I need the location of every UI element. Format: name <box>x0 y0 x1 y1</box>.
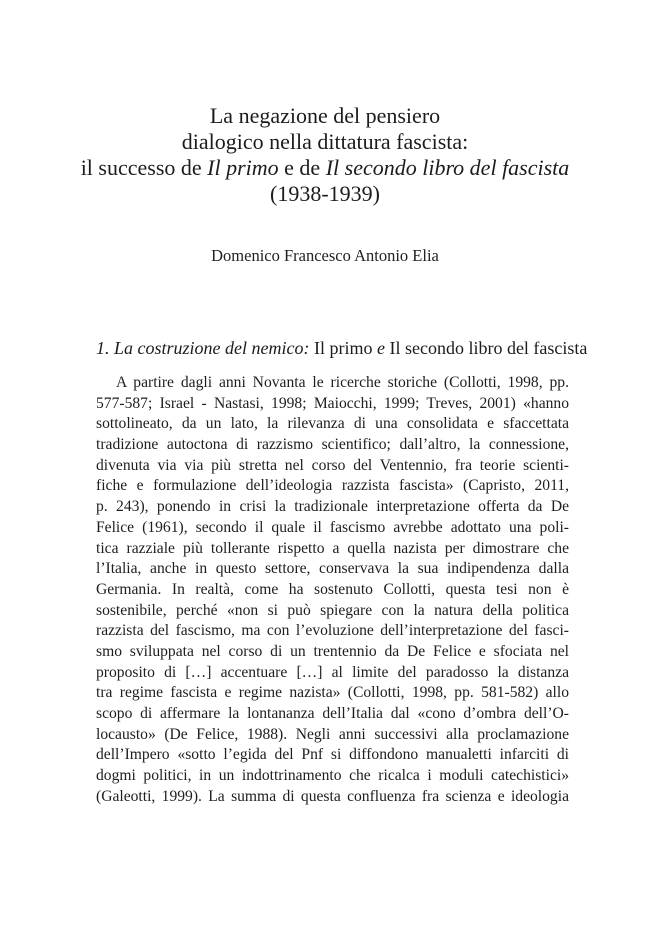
paragraph-line: 577-587; Israel - Nastasi, 1998; Maiocchi, 1999; Treves, 2001) «hanno <box>96 394 569 412</box>
paragraph-line: tica razziale più tollerante rispetto a quella nazista per dimostrare che <box>96 539 569 557</box>
section-heading-italic-e: e <box>376 338 385 358</box>
title-line-2: dialogico nella dittatura fascista: <box>181 129 469 154</box>
section-heading-italic: 1. La costruzione del nemico: <box>96 338 310 358</box>
paragraph-line: dell’Impero «sotto l’egida del Pnf si diffondono manualetti infarciti di <box>96 746 569 764</box>
article-title <box>60 103 590 207</box>
title-line-3-text-a: il successo de <box>80 155 208 180</box>
paragraph-line: smo sviluppata nel corso di un trentennio da De Felice e sfociata nel <box>96 642 569 660</box>
paragraph-line: scopo di affermare la lontananza dell’Italia dal «cono d’ombra dell’O- <box>96 705 569 722</box>
paragraph-line: (Galeotti, 1999). La summa di questa confluenza fra scienza e ideologia <box>96 787 569 805</box>
paragraph-line: l’Italia, anche in questo settore, conservava la sua indipendenza dalla <box>96 560 569 578</box>
title-line-3-text-b: e de <box>278 155 326 180</box>
paragraph-line: p. 243), ponendo in crisi la tradizionale interpretazione offerta da De <box>96 498 569 516</box>
title-line-1: La negazione del pensiero <box>209 103 441 128</box>
paragraph-line: locausto» (De Felice, 1988). Negli anni successivi alla proclamazione <box>96 725 569 743</box>
paragraph-line: divenuta via via più stretta nel corso del Ventennio, fra teorie scienti- <box>96 456 569 474</box>
paragraph-line: sottolineato, da un lato, la rilevanza di una consolidata e sfaccettata <box>96 415 569 433</box>
title-line-3-italic-b: Il secondo libro del fascista <box>325 155 570 180</box>
paragraph-line: sostenibile, perché «non si può spiegare con la natura della politica <box>96 601 569 619</box>
paragraph-line: dogmi politici, in un indottrinamento che ricalca i moduli catechistici» <box>96 767 569 785</box>
title-line-4: (1938-1939) <box>270 181 380 206</box>
author-name: Domenico Francesco Antonio Elia <box>211 246 439 265</box>
title-line-3-italic-a: Il primo <box>207 155 279 180</box>
paragraph-line: tradizione autoctona di razzismo scientifico; dall’altro, la connessione, <box>96 436 569 454</box>
paragraph-line: tra regime fascista e regime nazista» (Collotti, 1998, pp. 581-582) allo <box>96 684 569 702</box>
section-heading <box>96 337 588 359</box>
paragraph-line: proposito di […] accentuare […] al limite del paradosso la distanza <box>96 663 569 681</box>
paragraph-line: Germania. In realtà, come ha sostenuto Collotti, questa tesi non è <box>96 580 569 598</box>
section-heading-text-a: Il primo <box>309 338 377 358</box>
body-paragraph <box>96 373 569 807</box>
title-line-3 <box>60 155 590 181</box>
paragraph-line: A partire dagli anni Novanta le ricerche storiche (Collotti, 1998, pp. <box>116 374 569 391</box>
paragraph-line: Felice (1961), secondo il quale il fascismo avrebbe adottato una poli- <box>96 518 569 536</box>
paragraph-line: razzista del fascismo, ma con l’evoluzione dell’interpretazione del fasci- <box>96 622 569 640</box>
paragraph-line: fiche e formulazione dell’ideologia razzista fascista» (Capristo, 2011, <box>96 477 569 495</box>
section-heading-text-b: Il secondo libro del fascista <box>384 338 588 358</box>
